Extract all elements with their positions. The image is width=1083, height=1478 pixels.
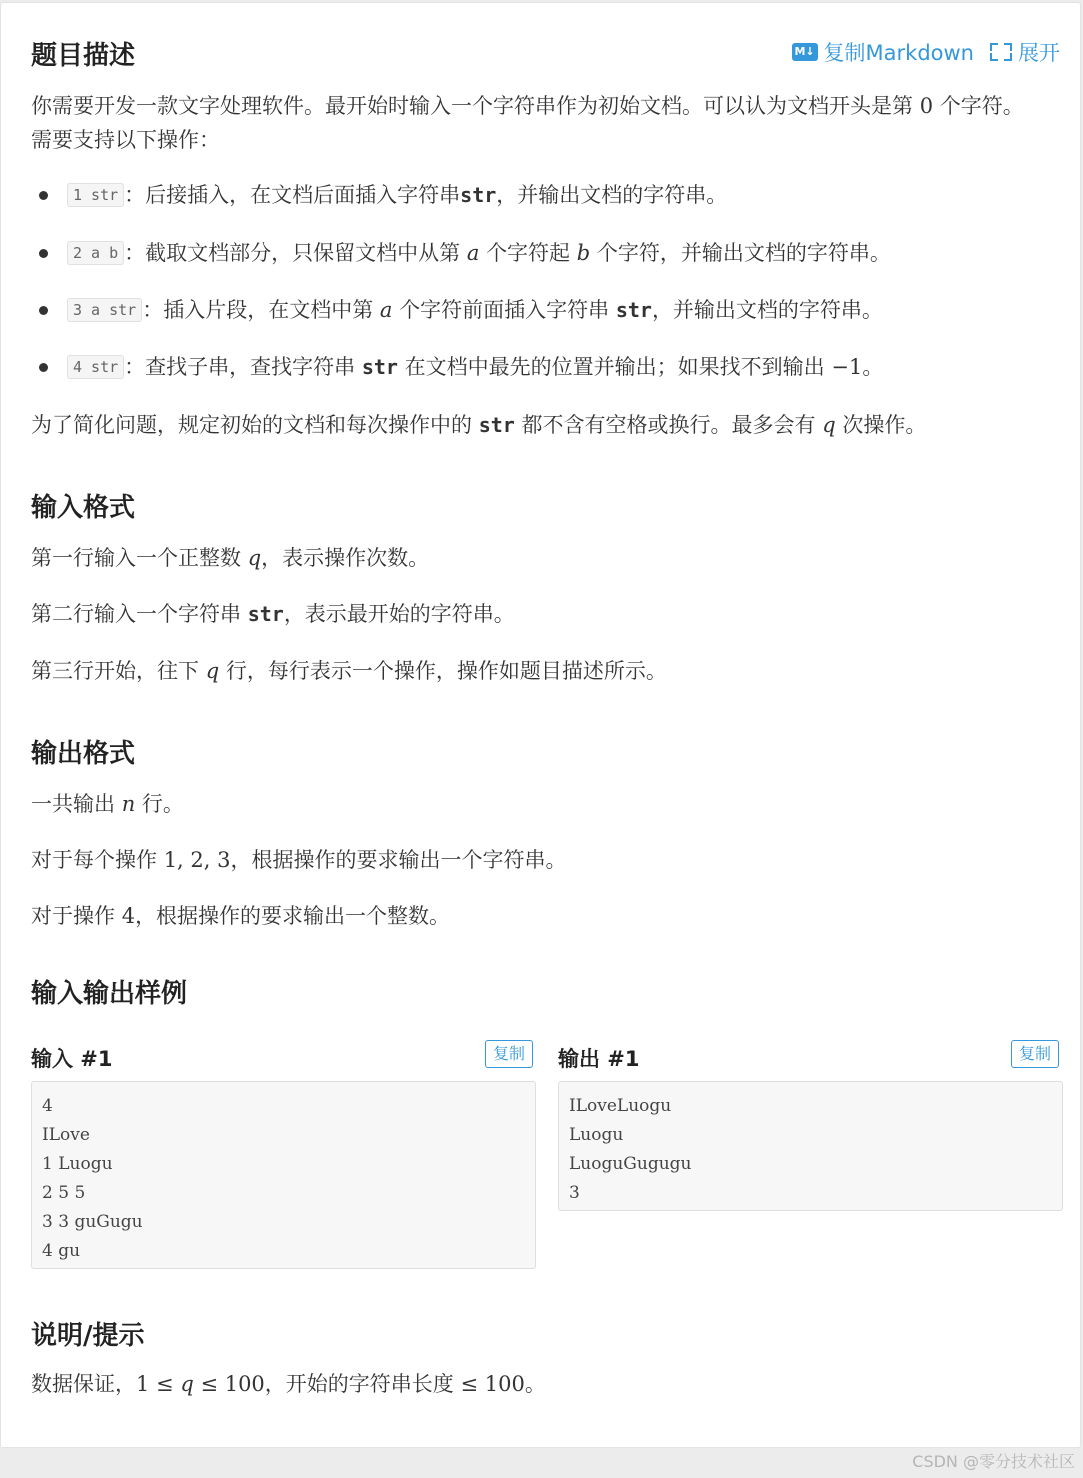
hint-text (31, 1367, 546, 1401)
sample-line: 4 gu (42, 1241, 81, 1261)
bullet-2 (39, 249, 48, 258)
op-text: ，并输出文档的字符串。 (496, 183, 728, 207)
note-text: 为了简化问题，规定初始的文档和每次操作中的 (31, 413, 472, 437)
sample-line: 3 (569, 1183, 580, 1203)
var: q (205, 659, 220, 683)
text: ，开始的字符串长度 (264, 1372, 454, 1396)
sample-input-box[interactable] (31, 1081, 536, 1269)
text: 对于每个操作 (31, 848, 157, 872)
text: ，根据操作的要求输出一个整数。 (135, 904, 451, 928)
operation-3 (67, 293, 883, 329)
intro-text-a: 你需要开发一款文字处理软件。最开始时输入一个字符串作为初始文档。可以认为文档开头是第 (31, 94, 913, 118)
watermark: CSDN @零分技术社区 (912, 1452, 1075, 1471)
text: ，表示操作次数。 (261, 546, 430, 570)
math: 1 ≤ q ≤ 100 (136, 1372, 265, 1396)
text: 数据保证， (31, 1372, 136, 1396)
note-var: q (822, 413, 836, 437)
op-text: 个字符前面插入字符串 (399, 298, 610, 322)
problem-card (0, 2, 1081, 1448)
var: n (121, 792, 136, 816)
operation-2 (67, 236, 891, 272)
sample-line: 2 5 5 (42, 1183, 86, 1203)
markdown-icon: M↓ (792, 43, 818, 61)
intro-zero: 0 (919, 94, 934, 118)
op-text: 个字符，并输出文档的字符串。 (596, 241, 891, 265)
bullet-1 (39, 191, 48, 200)
text: 。 (524, 1372, 546, 1396)
input-format-line-1 (31, 541, 429, 575)
sample-line: Luogu (569, 1125, 624, 1145)
op-number: −1 (831, 355, 863, 379)
problem-actions (792, 37, 1060, 67)
op-text: 。 (862, 355, 884, 379)
output-format-line-2 (31, 843, 566, 877)
op-var: a (379, 298, 393, 322)
intro-text-b: 个字符。需要支持以下操作： (31, 94, 1024, 152)
input-format-line-3 (31, 654, 667, 688)
bullet-3 (39, 306, 48, 315)
note-text: 都不含有空格或换行。最多会有 (521, 413, 816, 437)
op-mono: str (361, 355, 398, 379)
input-format-line-2 (31, 597, 515, 631)
op-code: 4 str (67, 355, 124, 379)
description-note (31, 408, 926, 442)
op-text: 个字符起 (486, 241, 571, 265)
sample-line: 1 Luogu (42, 1154, 113, 1174)
op-var: b (576, 241, 591, 265)
samples-heading: 输入输出样例 (31, 979, 188, 1009)
text: 第三行开始，往下 (31, 659, 199, 683)
text: ，表示最开始的字符串。 (283, 602, 515, 626)
mono: str (247, 602, 284, 626)
op-code: 2 a b (67, 241, 124, 265)
op-text: ，并输出文档的字符串。 (651, 298, 883, 322)
copy-input-button[interactable]: 复制 (485, 1040, 533, 1068)
output-format-heading: 输出格式 (31, 739, 136, 769)
sample-line: LuoguGugugu (569, 1154, 692, 1174)
description-intro (31, 89, 1041, 157)
note-text: 次操作。 (842, 413, 927, 437)
hint-heading: 说明/提示 (31, 1321, 145, 1351)
text: 第二行输入一个字符串 (31, 602, 241, 626)
op-text: ：插入片段，在文档中第 (142, 298, 374, 322)
math: 4 (121, 904, 136, 928)
text: 第一行输入一个正整数 (31, 546, 241, 570)
op-text: 在文档中最先的位置并输出；如果找不到输出 (404, 355, 825, 379)
math: ≤ 100 (453, 1372, 525, 1396)
expand-label: 展开 (1018, 41, 1060, 65)
text: ，根据操作的要求输出一个字符串。 (230, 848, 567, 872)
description-heading: 题目描述 (31, 41, 136, 71)
op-text: ：查找子串，查找字符串 (124, 355, 356, 379)
sample-input-title: 输入 #1 (31, 1047, 113, 1071)
op-mono: str (460, 183, 497, 207)
sample-line: ILove (42, 1125, 90, 1145)
expand-icon (990, 43, 1012, 61)
sample-output-title: 输出 #1 (558, 1047, 640, 1071)
operation-4 (67, 350, 883, 386)
copy-markdown-button[interactable] (792, 37, 974, 67)
sample-output-box[interactable] (558, 1081, 1063, 1211)
math: 1, 2, 3 (163, 848, 231, 872)
input-format-heading: 输入格式 (31, 493, 136, 523)
output-format-line-1 (31, 787, 184, 821)
op-code: 3 a str (67, 298, 142, 322)
op-code: 1 str (67, 183, 124, 207)
expand-button[interactable] (990, 37, 1060, 67)
output-format-line-3 (31, 899, 450, 933)
note-mono: str (478, 413, 515, 437)
op-var: a (466, 241, 480, 265)
op-text: ：截取文档部分，只保留文档中从第 (124, 241, 461, 265)
var: q (247, 546, 262, 570)
copy-output-button[interactable]: 复制 (1011, 1040, 1059, 1068)
text: 行，每行表示一个操作，操作如题目描述所示。 (225, 659, 667, 683)
text: 一共输出 (31, 792, 115, 816)
sample-line: ILoveLuogu (569, 1096, 672, 1116)
op-mono: str (615, 298, 652, 322)
text: 对于操作 (31, 904, 115, 928)
copy-markdown-label: 复制Markdown (823, 41, 974, 65)
sample-line: 3 3 guGugu (42, 1212, 143, 1232)
text: 行。 (141, 792, 184, 816)
bullet-4 (39, 363, 48, 372)
op-text: ：后接插入，在文档后面插入字符串 (124, 183, 461, 207)
sample-line: 4 (42, 1096, 53, 1116)
operation-1 (67, 178, 727, 214)
